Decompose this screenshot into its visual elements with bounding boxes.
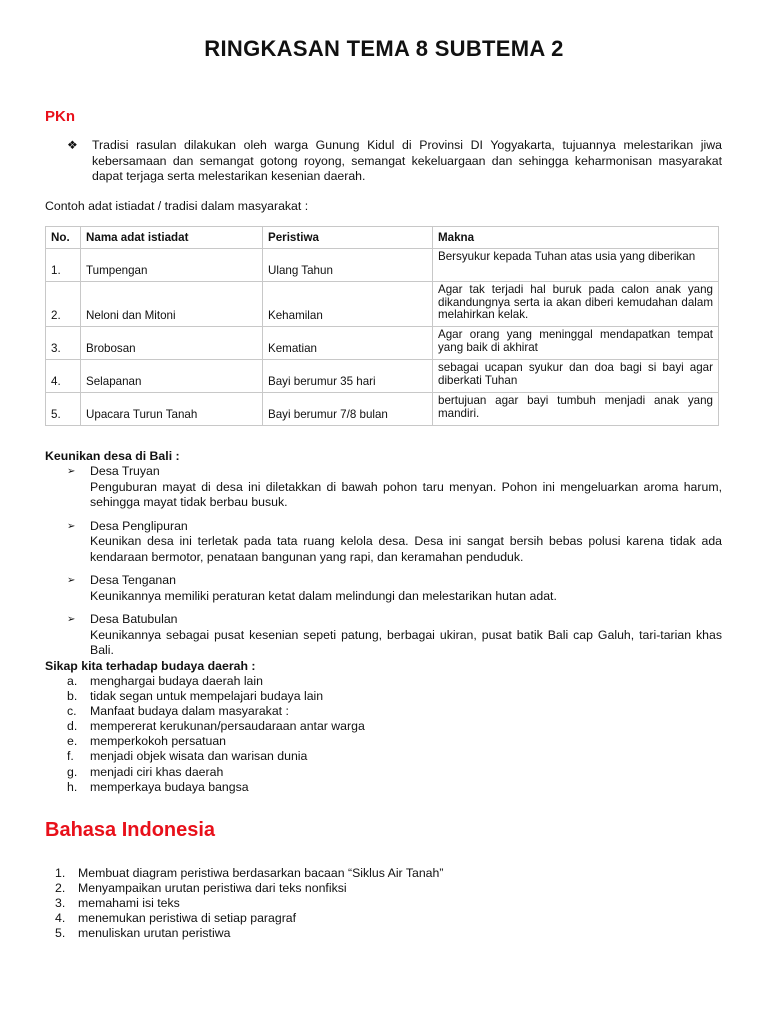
list-item [45, 926, 443, 941]
list-marker: b. [67, 689, 78, 704]
list-item-text: Membuat diagram peristiwa berdasarkan bacaan “Siklus Air Tanah” [78, 866, 444, 880]
list-item [45, 765, 365, 780]
list-item [45, 464, 722, 511]
desa-description: Penguburan mayat di desa ini diletakkan di bawah pohon taru menyan. Pohon ini mengeluarkan aroma harum, sehingga mayat tidak berbau busuk. [90, 479, 722, 509]
table-header-peristiwa: Peristiwa [263, 227, 433, 249]
list-item-text: memperkaya budaya bangsa [90, 779, 249, 794]
table-cell-nama: Neloni dan Mitoni [81, 282, 263, 327]
table-header-nama: Nama adat istiadat [81, 227, 263, 249]
list-item [45, 896, 443, 911]
bali-heading: Keunikan desa di Bali : [45, 449, 180, 463]
table-cell-makna: Bersyukur kepada Tuhan atas usia yang diberikan [433, 249, 719, 282]
section-heading-pkn: PKn [45, 108, 75, 125]
table-cell-peristiwa: Bayi berumur 35 hari [263, 360, 433, 393]
table-header-no: No. [46, 227, 81, 249]
list-item-text: menuliskan urutan peristiwa [78, 926, 231, 941]
list-item [45, 866, 443, 881]
list-item-text: menghargai budaya daerah lain [90, 674, 263, 688]
list-item [45, 719, 365, 734]
table-cell-nama: Brobosan [81, 327, 263, 360]
table-cell-no: 3. [46, 327, 81, 360]
arrow-bullet-icon: ➢ [67, 466, 76, 477]
pkn-paragraph-block [45, 138, 722, 185]
section-heading-bahasa-indonesia: Bahasa Indonesia [45, 819, 216, 841]
table-cell-makna: bertujuan agar bayi tumbuh menjadi anak yang mandiri. [433, 393, 719, 426]
page-title: RINGKASAN TEMA 8 SUBTEMA 2 [204, 36, 564, 61]
list-item-text: menjadi ciri khas daerah [90, 764, 224, 779]
table-cell-no: 2. [46, 282, 81, 327]
list-marker: c. [67, 704, 77, 719]
bahasa-list [45, 866, 443, 941]
list-item [45, 612, 722, 659]
list-marker: a. [67, 674, 78, 688]
adat-istiadat-table [45, 226, 719, 426]
list-marker: 2. [55, 881, 66, 896]
desa-name: Desa Batubulan [90, 612, 178, 626]
arrow-bullet-icon: ➢ [67, 575, 76, 586]
list-marker: d. [67, 719, 78, 734]
sikap-heading: Sikap kita terhadap budaya daerah : [45, 659, 256, 673]
table-cell-nama: Selapanan [81, 360, 263, 393]
desa-name: Desa Penglipuran [90, 518, 188, 533]
table-row [46, 327, 719, 360]
table-row [46, 360, 719, 393]
list-item [45, 689, 365, 704]
table-cell-makna: Agar orang yang meninggal mendapatkan tempat yang baik di akhirat [433, 327, 719, 360]
list-item-text: memperkokoh persatuan [90, 734, 227, 749]
table-cell-peristiwa: Bayi berumur 7/8 bulan [263, 393, 433, 426]
list-marker: 3. [55, 896, 66, 911]
table-cell-peristiwa: Ulang Tahun [263, 249, 433, 282]
list-marker: g. [67, 764, 78, 779]
list-marker: 5. [55, 926, 66, 941]
table-cell-no: 5. [46, 393, 81, 426]
list-item [45, 519, 722, 566]
list-item [45, 573, 722, 604]
list-marker: 4. [55, 911, 66, 926]
desa-name: Desa Tenganan [90, 573, 176, 587]
table-cell-nama: Upacara Turun Tanah [81, 393, 263, 426]
list-item [45, 704, 365, 719]
table-cell-makna: sebagai ucapan syukur dan doa bagi si bayi agar diberkati Tuhan [433, 360, 719, 393]
list-item-text: mempererat kerukunan/persaudaraan antar warga [90, 719, 365, 734]
table-cell-makna: Agar tak terjadi hal buruk pada calon anak yang dikandungnya serta ia akan diberi kemudahan dalam melahirkan kelak. [433, 282, 719, 327]
list-item-text: menemukan peristiwa di setiap paragraf [78, 911, 297, 926]
list-item [45, 734, 365, 749]
list-marker: h. [67, 779, 78, 794]
arrow-bullet-icon: ➢ [67, 614, 76, 625]
table-row [46, 249, 719, 282]
desa-description: Keunikannya sebagai pusat kesenian sepeti patung, berbagai ukiran, pusat batik Bali cap Galuh, tari-tarian khas Bali. [90, 627, 722, 657]
list-item [45, 674, 365, 689]
diamond-bullet-icon: ❖ [67, 138, 78, 152]
list-item-text: Manfaat budaya dalam masyarakat : [90, 704, 289, 719]
list-marker: e. [67, 734, 78, 749]
table-header-row [46, 227, 719, 249]
bali-list [45, 464, 722, 667]
table-cell-no: 1. [46, 249, 81, 282]
table-row [46, 282, 719, 327]
table-cell-no: 4. [46, 360, 81, 393]
list-item-text: memahami isi teks [78, 896, 180, 911]
desa-description: Keunikan desa ini terletak pada tata ruang kelola desa. Desa ini sangat bersih bebas polusi karena tidak ada kendaraan bermotor, penataan bangunan yang rapi, dan keramahan penduduk. [90, 534, 722, 564]
table-cell-nama: Tumpengan [81, 249, 263, 282]
table-row [46, 393, 719, 426]
desa-name: Desa Truyan [90, 464, 160, 478]
list-item-text: Menyampaikan urutan peristiwa dari teks nonfiksi [78, 881, 347, 896]
sikap-list [45, 674, 365, 795]
list-marker: 1. [55, 866, 66, 880]
list-item-text: tidak segan untuk mempelajari budaya lain [90, 689, 324, 704]
table-header-makna: Makna [433, 227, 719, 249]
pkn-paragraph: Tradisi rasulan dilakukan oleh warga Gunung Kidul di Provinsi DI Yogyakarta, tujuannya melestarikan jiwa kebersamaan dan semangat gotong royong, semangat kekeluargaan dan sehingga keharmonisan masyarakat dapat terjaga serta melestarikan kesenian daerah. [92, 138, 722, 183]
list-item [45, 911, 443, 926]
arrow-bullet-icon: ➢ [67, 520, 76, 532]
table-cell-peristiwa: Kematian [263, 327, 433, 360]
list-item [45, 749, 365, 764]
table-cell-peristiwa: Kehamilan [263, 282, 433, 327]
list-item [45, 780, 365, 795]
list-item [45, 881, 443, 896]
list-marker: f. [67, 749, 74, 764]
list-item-text: menjadi objek wisata dan warisan dunia [90, 749, 308, 764]
desa-description: Keunikannya memiliki peraturan ketat dalam melindungi dan melestarikan hutan adat. [90, 588, 557, 603]
table-caption: Contoh adat istiadat / tradisi dalam masyarakat : [45, 199, 309, 213]
